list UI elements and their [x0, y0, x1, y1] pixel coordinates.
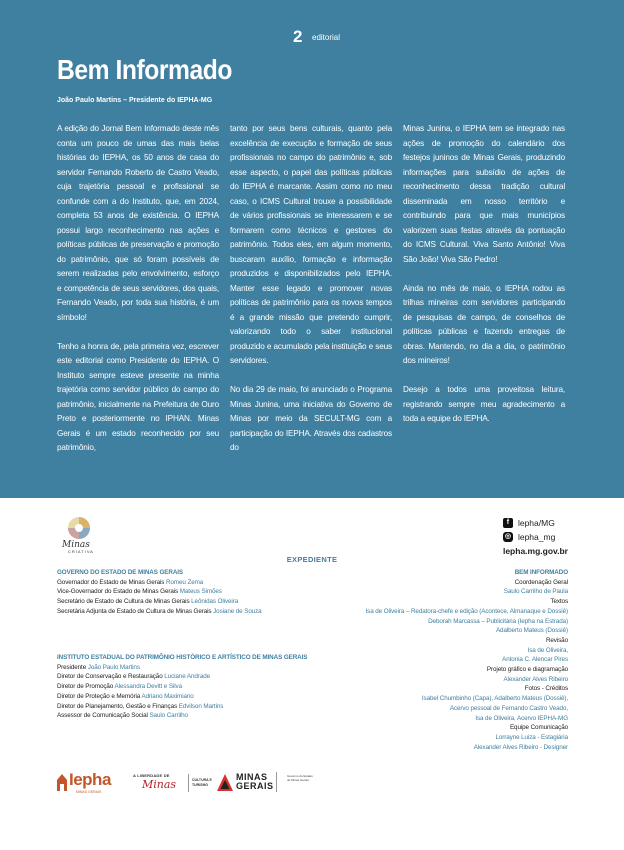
credit-role: Assessor de Comunicação Social	[57, 712, 150, 720]
credit-role: Textos	[550, 598, 568, 606]
credit-row	[57, 607, 262, 617]
credit-name: Mateus Simões	[179, 588, 222, 596]
bem-informado-credits	[366, 568, 568, 752]
credit-role: Diretor de Planejamento, Gestão e Finanças	[57, 702, 179, 710]
credit-name: Adriano Maximiano	[141, 692, 194, 700]
credit-role: Projeto gráfico e diagramação	[486, 666, 568, 674]
credit-name: Romeu Zema	[166, 578, 204, 586]
article-column-3	[403, 122, 565, 441]
article-author: João Paulo Martins – Presidente do IEPHA-MG	[57, 97, 213, 104]
paragraph: Desejo a todos uma proveitosa leitura, registrando sempre meu agradecimento a toda a equipe do IEPHA.	[403, 385, 565, 423]
article-column-2	[230, 122, 392, 470]
credit-name: Edvilson Martins	[178, 702, 224, 710]
credit-row	[57, 587, 262, 597]
credit-row	[57, 711, 307, 721]
social-links	[503, 516, 568, 558]
credits-header: GOVERNO DO ESTADO DE MINAS GERAIS	[57, 569, 184, 576]
credit-row	[57, 672, 307, 682]
website-url: lepha.mg.gov.br	[502, 546, 568, 556]
iepha-credits	[57, 653, 307, 721]
instagram-handle: lepha_mg	[517, 532, 556, 542]
paragraph: No dia 29 de maio, foi anunciado o Programa Minas Junina, uma iniciativa do Governo de Minas por meio da SECULT-MG com a participação do IEPHA. Através dos cadastros do	[230, 385, 392, 452]
paragraph: A edição do Jornal Bem Informado deste mês conta um pouco de umas das mais belas histórias do IEPHA, os 50 anos de casa do servidor Fernando Roberto de Castro Veado, cuja trajetória pessoal e profissional se confunde com a do Instituto, que, em 2024, completa 53 anos de existência. O IEPHA possui largo reconhecimento nas ações e políticas públicas de preservação e promoção do patrimônio, que só foram possíveis de serem realizadas pelo envolvimento, esforço e competência de seus servidores, dos quais, Fernando Veado, por toda sua história, é um símbolo!	[57, 124, 219, 322]
credit-name: Isa de Oliveira – Redatora-chefe e edição (Acontece, Almanaque e Dossiê)	[365, 607, 568, 615]
credit-role: Diretor de Conservação e Restauração	[57, 673, 165, 681]
liberdade-script: Minas	[142, 778, 177, 791]
credit-role: Equipe Comunicação	[509, 724, 568, 732]
credit-name: Alessandra Devitt e Silva	[114, 683, 182, 691]
credit-role: Fotos - Créditos	[524, 685, 568, 693]
credit-row	[57, 692, 307, 702]
credit-name: Saulo Carrilho de Paula	[503, 588, 568, 596]
paragraph: Minas Junina, o IEPHA tem se integrado nas ações de promoção do calendário dos festejos juninos de Minas Gerais, produzindo informações para subsídio de ações de reconhecimento dessa tradição cultural disseminada em nosso território e contribuindo para que mais municípios valorizem suas festas através da pontuação do ICMS Cultural. Viva Santo Antônio! Viva São João! Viva São Pedro!	[403, 124, 565, 264]
iepha-sub: MINAS GERAIS	[76, 790, 102, 794]
credits-header: BEM INFORMADO	[514, 569, 568, 576]
paragraph: Tenho a honra de, pela primeira vez, escrever este editorial como Presidente do IEPHA. O Instituto sempre esteve presente na minha trajetória como servidor público do campo do patrimônio, inicialmente na Prefeitura de Ouro Preto e posteriormente no IPHAN. Minas Gerais é um estado reconhecido por seu patrimônio,	[57, 341, 219, 452]
paragraph: Ainda no mês de maio, o IEPHA rodou as trilhas mineiras com servidores participando de pesquisas de campo, de conselhos de políticas públicas e fazendo entregas de obras. Mantendo, no dia a dia, o patrimônio dos mineiros!	[403, 283, 565, 365]
government-credits	[57, 568, 262, 617]
credit-role: Vice-Governador do Estado de Minas Gerais	[57, 588, 180, 596]
credit-name: Leônidas Oliveira	[191, 598, 239, 606]
credit-row	[57, 597, 262, 607]
credit-name: Isa de Oliveira, Acervo IEPHA-MG	[475, 714, 568, 722]
credit-name: Luciane Andrade	[164, 673, 211, 681]
credit-row	[57, 682, 307, 692]
article-title: Bem Informado	[57, 54, 232, 85]
credit-role: Governador do Estado de Minas Gerais	[57, 578, 167, 586]
credit-name: Deborah Marcassa – Publicitária (Iepha na Estrada)	[428, 617, 568, 625]
facebook-handle: lepha/MG	[517, 518, 555, 528]
credit-name: Adalberto Mateus (Dossiê)	[495, 627, 568, 635]
instagram-link[interactable]	[503, 530, 568, 544]
expediente-title: EXPEDIENTE	[286, 555, 338, 564]
section-label: editorial	[312, 33, 341, 42]
credit-name: Alexander Alves Ribeiro	[503, 675, 568, 683]
credit-role: Presidente	[57, 663, 88, 671]
facebook-icon: f	[503, 518, 513, 528]
credit-name: Isabel Chumbinho (Capa), Adalberto Mateus (Dossiê),	[421, 695, 568, 703]
credit-role: Revisão	[545, 636, 568, 644]
credit-row	[57, 578, 262, 588]
facebook-link[interactable]	[503, 516, 568, 530]
credit-role: Coordenação Geral	[514, 578, 568, 586]
credit-role: Diretor de Proteção e Memória	[57, 692, 142, 700]
credit-name: Acervo pessoal de Fernando Castro Veado,	[449, 704, 568, 712]
credit-name: Alexander Alves Ribeiro - Designer	[473, 743, 568, 751]
credit-role: Diretor de Promoção	[57, 683, 115, 691]
credit-name: Lorrayne Luiza - Estagiária	[495, 733, 568, 741]
logo-divider	[188, 774, 189, 792]
credit-name: Saulo Carrilho	[149, 712, 188, 720]
credit-name: Isa de Oliveira,	[527, 646, 568, 654]
minas-criativa-wordmark: Minas	[62, 540, 90, 550]
credit-role: Secretário de Estado de Cultura de Minas Gerais	[57, 598, 192, 606]
iepha-house-icon	[56, 772, 68, 792]
institutional-logos	[56, 770, 326, 796]
credit-row	[57, 702, 307, 712]
minas-criativa-sub: CRIATIVA	[68, 549, 94, 554]
minas-gerais-wordmark	[236, 773, 274, 791]
credit-role: Secretária Adjunta de Estado de Cultura de Minas Gerais	[57, 607, 214, 615]
minas-gerais-line-2: GERAIS	[236, 781, 274, 791]
minas-gerais-triangle-icon	[216, 773, 234, 792]
expediente-panel	[0, 498, 624, 850]
iepha-wordmark: Iepha	[69, 770, 111, 789]
credit-name: Josiane de Souza	[213, 607, 262, 615]
secult-label: CULTURA E TURISMO	[192, 778, 212, 787]
paragraph: tanto por seus bens culturais, quanto pela excelência de execução e formação de seus profissionais no campo do patrimônio e, sob esse aspecto, o papel das políticas públicas do IEPHA é marcante. Assim como no meu caso, o ICMS Cultural trouxe a possibilidade de vários profissionais se interessarem e se formarem como técnicos e gestores do patrimônio. Todos eles, em algum momento, buscaram auxílio, formação e informação produzidos e disponibilizados pelo IEPHA. Manter esse legado e promover novas políticas de patrimônio para os novos tempos é a grande missão que pretendo cumprir, valorizando todo o saber institucional produzido e acumulado pela instituição e seus servidores.	[230, 124, 392, 365]
credit-row	[57, 663, 307, 673]
minas-gerais-line-1: MINAS	[236, 772, 268, 782]
article-column-1	[57, 122, 219, 470]
liberdade-top: A LIBERDADE DE	[133, 773, 170, 778]
minas-criativa-logo	[56, 514, 102, 554]
page-number: 2	[293, 27, 303, 46]
instagram-icon: ◎	[504, 533, 512, 540]
credit-name: Antonia C. Alencar Pires	[502, 656, 568, 664]
credit-name: João Paulo Martins	[87, 663, 140, 671]
government-note: Governo do Estado de Minas Gerais	[287, 774, 313, 782]
credits-header: INSTITUTO ESTADUAL DO PATRIMÔNIO HISTÓRICO E ARTÍSTICO DE MINAS GERAIS	[57, 654, 308, 661]
